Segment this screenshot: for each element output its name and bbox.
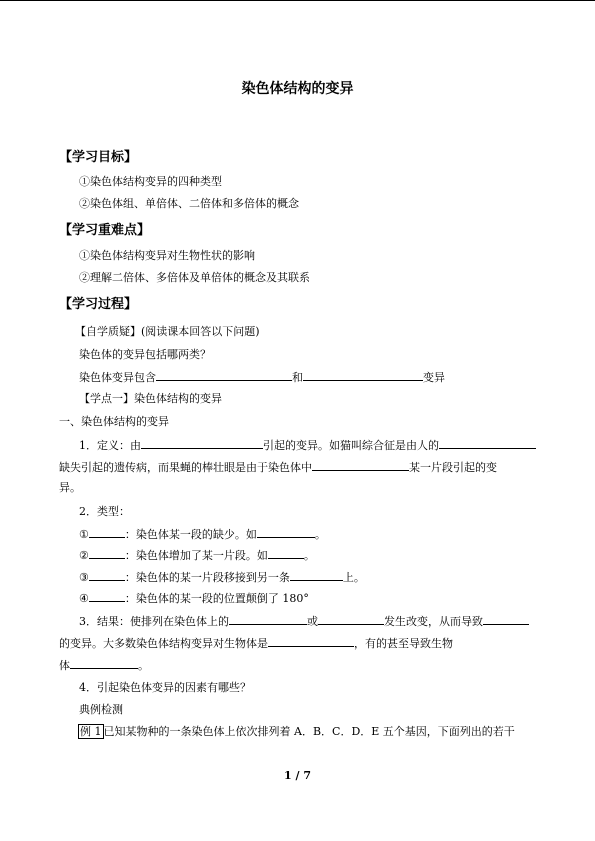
page-number: 1 / 7 <box>284 769 311 782</box>
question-text: 染色体的变异包括哪两类？ <box>79 348 211 361</box>
page-title: 染色体结构的变异 <box>241 81 354 97</box>
objectives-heading: 【学习目标】 <box>59 150 138 165</box>
blank-line <box>70 657 138 669</box>
example-text: 已知某物种的一条染色体上依次排列着 A．B．C．D．E 五个基因，下面列出的若干 <box>103 725 515 738</box>
fill-in-line: 染色体变异包含 和 变异 <box>79 371 445 384</box>
type-line: ② ：染色体增加了某一片段。如 。 <box>79 549 315 562</box>
blank-line <box>318 613 384 625</box>
blank-line <box>89 590 125 602</box>
blank-line <box>312 459 409 471</box>
point-label: 【学点一】染色体结构的变异 <box>79 392 222 405</box>
blank-line <box>89 547 125 559</box>
type-line: ④ ：染色体的某一段的位置颠倒了 180° <box>79 592 309 605</box>
process-heading: 【学习过程】 <box>59 297 138 312</box>
example-label: 例 1 <box>80 725 102 738</box>
definition-line: 缺失引起的遗传病，而果蝇的棒壮眼是由于染色体中 某一片段引起的变 <box>59 461 497 474</box>
blank-line <box>303 369 423 381</box>
blank-line <box>268 547 304 559</box>
blank-line <box>89 569 125 581</box>
result-line: 的变异。大多数染色体结构变异对生物体是 ，有的甚至导致生物 <box>59 637 453 650</box>
blank-line <box>156 369 292 381</box>
objective-item: ①染色体结构变异的四种类型 <box>79 175 222 188</box>
self-study-label: 【自学质疑】(阅读课本回答以下问题) <box>75 325 260 338</box>
blank-line <box>257 526 315 538</box>
type-line: ① ：染色体某一段的缺少。如 。 <box>79 528 326 541</box>
key-point-item: ①染色体结构变异对生物性状的影响 <box>79 249 255 262</box>
key-point-item: ②理解二倍体、多倍体及单倍体的概念及其联系 <box>79 271 310 284</box>
key-points-heading: 【学习重难点】 <box>59 223 151 238</box>
blank-line <box>290 569 343 581</box>
blank-line <box>268 635 354 647</box>
blank-line <box>439 437 536 449</box>
section-heading: 一、染色体结构的变异 <box>59 415 169 428</box>
result-line: 体 。 <box>59 659 149 672</box>
type-line: ③ ：染色体的某一片段移接到另一条 上。 <box>79 571 365 584</box>
types-label: 2．类型： <box>79 505 130 518</box>
header-rule <box>0 0 595 1</box>
blank-line <box>229 613 307 625</box>
objective-item: ②染色体组、单倍体、二倍体和多倍体的概念 <box>79 197 299 210</box>
subsection-label: 典例检测 <box>79 703 123 716</box>
blank-line <box>141 437 263 449</box>
blank-line <box>89 526 125 538</box>
result-line: 3．结果：使排列在染色体上的 或 发生改变，从而导致 <box>79 613 529 630</box>
question-text: 4．引起染色体变异的因素有哪些？ <box>79 681 251 694</box>
example-line <box>78 724 515 740</box>
definition-line: 1．定义：由 引起的变异。如猫叫综合征是由人的 <box>79 437 536 454</box>
definition-line: 异。 <box>59 481 81 494</box>
blank-line <box>483 613 529 625</box>
